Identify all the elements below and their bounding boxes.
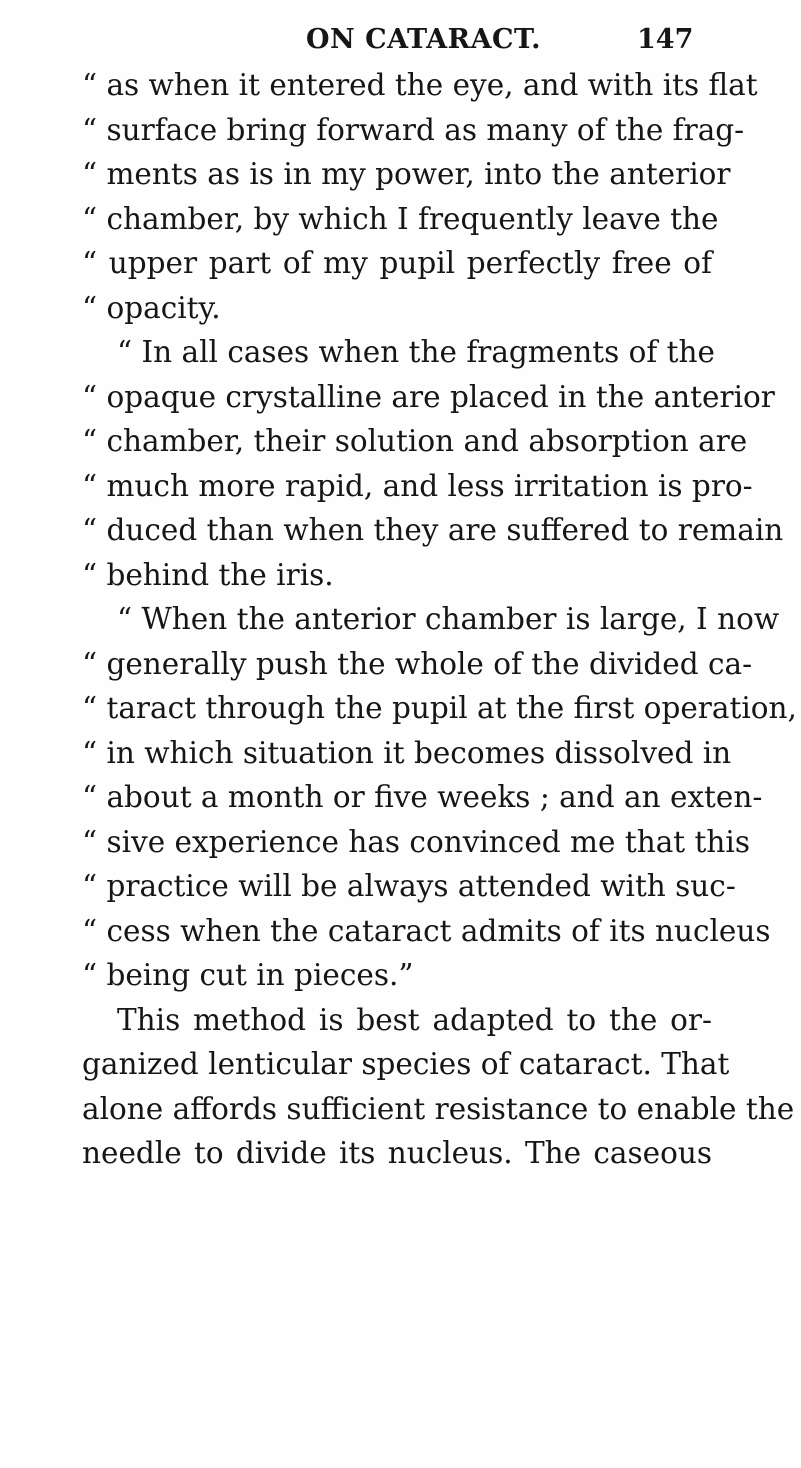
text-line: “ behind the iris.	[82, 557, 334, 592]
text-line: “ opaque crystalline are placed in the anterior	[82, 379, 775, 414]
running-head: ON CATARACT.	[306, 24, 542, 55]
text-line: “ in which situation it becomes dissolved in	[82, 735, 732, 770]
text-line: alone affords sufficient resistance to enable the	[82, 1091, 795, 1126]
page-number: 147	[637, 24, 694, 55]
text-line: “ being cut in pieces.”	[82, 958, 414, 992]
text-line: needle to divide its nucleus. The caseous	[82, 1136, 712, 1170]
text-line: “ chamber, by which I frequently leave the	[82, 201, 719, 236]
text-line: “ upper part of my pupil perfectly free of	[82, 246, 712, 280]
text-line: “ practice will be always attended with suc-	[82, 869, 736, 903]
text-line: ganized lenticular species of cataract. That	[82, 1047, 730, 1081]
text-line: “ sive experience has convinced me that this	[82, 824, 750, 859]
text-line: “ When the anterior chamber is large, I now	[117, 602, 780, 636]
text-line: “ surface bring forward as many of the frag-	[82, 112, 745, 147]
text-line: “ as when it entered the eye, and with its flat	[82, 68, 758, 102]
text-line: “ In all cases when the fragments of the	[117, 335, 715, 369]
page-header	[0, 18, 801, 58]
text-line: “ about a month or five weeks ; and an exten-	[82, 780, 763, 814]
text-line: “ cess when the cataract admits of its nucleus	[82, 913, 771, 948]
text-line: “ chamber, their solution and absorption are	[82, 424, 748, 458]
text-line: “ opacity.	[82, 290, 221, 325]
text-line: This method is best adapted to the or-	[117, 1002, 712, 1037]
text-line: “ taract through the pupil at the first operation,	[82, 691, 797, 725]
text-line: “ generally push the whole of the divided ca-	[82, 646, 753, 681]
text-line: “ duced than when they are suffered to remain	[82, 513, 784, 547]
text-line: “ ments as is in my power, into the anterior	[82, 157, 731, 191]
text-line: “ much more rapid, and less irritation is pro-	[82, 468, 753, 503]
